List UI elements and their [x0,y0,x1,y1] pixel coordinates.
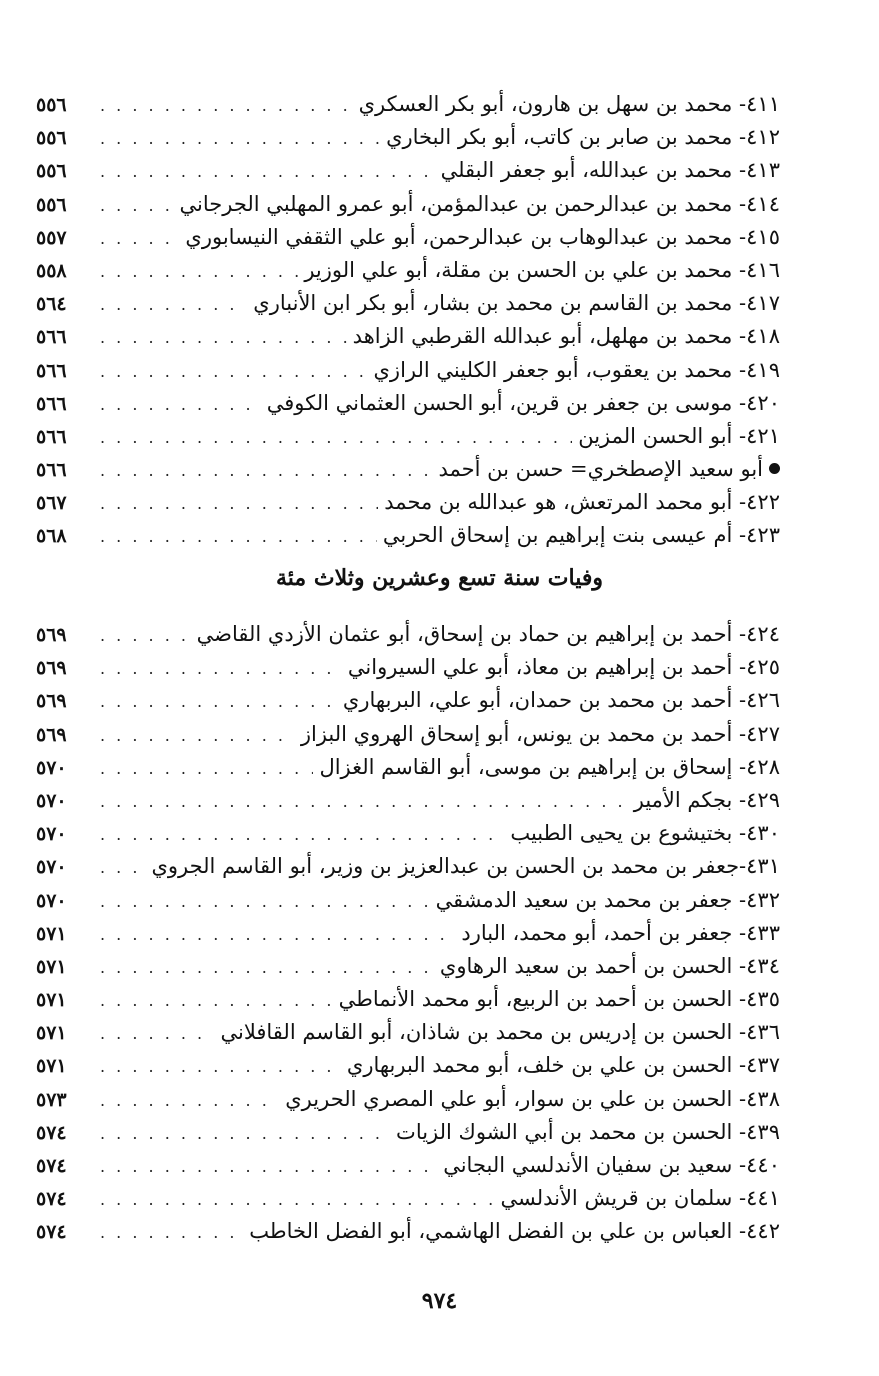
entry-title [634,784,780,817]
toc-entry [36,817,780,850]
dot-leader [100,222,179,255]
entry-page-number: ٥٧١ [36,1055,67,1078]
dot-leader [100,421,572,454]
dot-leader [100,355,367,388]
toc-entry [36,320,780,353]
entry-title [197,618,780,651]
entry-page-number: ٥٥٦ [36,193,67,216]
dot-leader [100,818,504,851]
dot-leader [100,487,378,520]
entry-text: ٤١٣- محمد بن عبدالله، أبو جعفر البقلي [440,158,780,183]
entry-title [180,188,780,221]
entry-text: ٤٤١- سلمان بن قريش الأندلسي [500,1186,780,1211]
entry-title [249,1215,780,1248]
entry-page-number: ٥٧٤ [36,1121,67,1144]
dot-leader [100,89,353,122]
dot-leader [100,951,434,984]
toc-entry [36,154,780,187]
page-number: ٩٧٤ [421,1288,458,1314]
entry-title [267,387,780,420]
toc-entry [36,917,780,950]
entry-page-number: ٥٧٠ [36,789,67,812]
entry-page-number: ٥٧٠ [36,756,67,779]
toc-entry [36,1149,780,1182]
entry-text: ٤٢١- أبو الحسن المزين [578,423,780,448]
entry-text: ٤٣٨- الحسن بن علي بن سوار، أبو علي المصري الحريري [285,1086,780,1111]
entry-page-number: ٥٧١ [36,955,67,978]
entry-page-number: ٥٧٤ [36,1221,67,1244]
dot-leader [100,1117,390,1150]
entries-list-part-1 [36,88,780,553]
entry-page-number: ٥٥٦ [36,94,67,116]
entry-title [510,817,780,850]
entry-page-number: ٥٧٣ [36,1088,67,1111]
toc-entry [36,387,780,420]
entry-page-number: ٥٧٠ [36,823,67,846]
bullet-icon [769,463,780,474]
entry-text: ٤٣٠- بختيشوع بن يحيى الطبيب [510,821,780,846]
dot-leader [100,1183,494,1216]
entry-title [253,287,780,320]
entry-text: ٤٣٤- الحسن بن أحمد بن سعيد الرهاوي [439,953,780,978]
dot-leader [100,885,430,918]
toc-entry [36,751,780,784]
dot-leader [100,321,347,354]
entry-page-number: ٥٦٧ [36,492,67,515]
entry-page-number: ٥٦٩ [36,657,67,680]
dot-leader [100,155,435,188]
dot-leader [100,918,455,951]
entry-title [347,1049,780,1082]
entry-text: ٤٢٥- أحمد بن إبراهيم بن معاذ، أبو علي السيرواني [347,655,780,680]
entry-title [220,1016,780,1049]
entry-page-number: ٥٦٩ [36,690,67,713]
dot-leader [100,520,377,553]
entry-title [396,1116,780,1149]
entry-text: ٤١٢- محمد بن صابر بن كاتب، أبو بكر البخاري [386,125,780,150]
toc-entry [36,1016,780,1049]
toc-entry [36,420,780,453]
entry-page-number: ٥٧٤ [36,1188,67,1211]
dot-leader [100,652,342,685]
entry-text: ٤٣٧- الحسن بن علي بن خلف، أبو محمد البربهاري [346,1053,780,1078]
entry-page-number: ٥٥٦ [36,127,67,150]
entry-page-number: ٥٥٧ [36,226,67,249]
entry-page-number: ٥٧٠ [36,856,67,879]
dot-leader [100,752,313,785]
entry-page-number: ٥٦٩ [36,723,67,746]
entry-text: ٤٣٩- الحسن بن محمد بن أبي الشوك الزيات [396,1119,780,1144]
entry-title [359,88,780,121]
entry-title [440,950,780,983]
entries-list-part-2 [36,618,780,1249]
toc-entry [36,618,780,651]
entry-title [304,254,780,287]
entry-title [373,354,780,387]
entry-title [319,751,780,784]
dot-leader [100,454,432,487]
toc-entry [36,121,780,154]
entry-text: ٤٢٨- إسحاق بن إبراهيم بن موسى، أبو القاسم الغزال [319,754,780,779]
dot-leader [100,122,380,155]
toc-entry [36,221,780,254]
entry-title [353,320,780,353]
entry-page-number: ٥٦٦ [36,392,67,415]
entry-text: أبو سعيد الإصطخري= حسن بن أحمد [438,457,763,482]
entry-text: ٤١١- محمد بن سهل بن هارون، أبو بكر العسكري [358,92,780,116]
entry-text: ٤٢٧- أحمد بن محمد بن يونس، أبو إسحاق الهروي البزاز [300,721,780,746]
entry-text: ٤٤٢- العباس بن علي بن الفضل الهاشمي، أبو الفضل الخاطب [249,1219,780,1244]
dot-leader [100,851,145,884]
entry-text: ٤٢٠- موسى بن جعفر بن قرين، أبو الحسن العثماني الكوفي [266,390,780,415]
entry-text: ٤٢٢- أبو محمد المرتعش، هو عبدالله بن محمد [384,490,780,515]
entry-text: ٤٣١-جعفر بن محمد بن الحسن بن عبدالعزيز بن وزير، أبو القاسم الجروي [151,854,780,879]
entry-text: ٤٣٣- جعفر بن أحمد، أبو محمد، البارد [461,920,780,945]
entry-title [441,154,780,187]
toc-entry [36,287,780,320]
entry-text: ٤٢٣- أم عيسى بنت إبراهيم بن إسحاق الحربي [382,523,780,548]
dot-leader [100,1084,279,1117]
toc-entry [36,88,780,121]
entry-page-number: ٥٦٩ [36,624,67,646]
entry-text: ٤٢٤- أحمد بن إبراهيم بن حماد بن إسحاق، أبو عثمان الأزدي القاضي [196,622,780,646]
dot-leader [100,388,261,421]
entry-title [348,651,780,684]
toc-entry [36,354,780,387]
entry-title [339,983,780,1016]
entry-title [443,1149,780,1182]
entry-page-number: ٥٦٤ [36,293,67,316]
toc-entry [36,1215,780,1248]
entry-page-number: ٥٦٦ [36,459,67,482]
entry-page-number: ٥٧٠ [36,889,67,912]
dot-leader [100,619,191,652]
toc-entry [36,486,780,519]
dot-leader [100,1150,437,1183]
toc-entry [36,718,780,751]
dot-leader [100,1216,243,1249]
entry-text: ٤١٩- محمد بن يعقوب، أبو جعفر الكليني الرازي [373,357,780,382]
entry-page-number: ٥٧٤ [36,1155,67,1177]
entry-text: ٤١٦- محمد بن علي بن الحسن بن مقلة، أبو علي الوزير [304,257,780,282]
entry-title [578,420,780,453]
entry-title [461,917,780,950]
toc-entry [36,784,780,817]
entry-text: ٤٢٦- أحمد بن محمد بن حمدان، أبو علي، البربهاري [342,688,780,713]
entry-text: ٤٢٩- بجكم الأمير [633,787,780,812]
toc-entry [36,1116,780,1149]
dot-leader [100,719,295,752]
toc-entry [36,453,780,486]
dot-leader [100,288,247,321]
entry-title [500,1182,780,1215]
entry-page-number: ٥٧١ [36,922,67,945]
entry-title [384,486,780,519]
toc-entry [36,950,780,983]
entry-text: ٤١٧- محمد بن القاسم بن محمد بن بشار، أبو بكر ابن الأنباري [253,291,780,316]
entry-text: ٤٤٠- سعيد بن سفيان الأندلسي البجاني [443,1153,780,1177]
toc-entry [36,519,780,552]
entry-text: ٤٣٦- الحسن بن إدريس بن محمد بن شاذان، أبو القاسم القافلاني [220,1020,780,1045]
dot-leader [100,255,298,288]
entry-text: ٤١٨- محمد بن مهلهل، أبو عبدالله القرطبي الزاهد [352,324,780,349]
dot-leader [100,1050,341,1083]
toc-entry [36,983,780,1016]
entry-title [436,884,780,917]
entry-page-number: ٥٦٦ [36,425,67,448]
entry-page-number: ٥٦٨ [36,525,67,548]
entry-text: ٤٣٥- الحسن بن أحمد بن الربيع، أبو محمد الأنماطي [338,987,780,1012]
entry-title [383,519,780,552]
toc-entry [36,1049,780,1082]
toc-entry [36,188,780,221]
dot-leader [100,685,337,718]
dot-leader [100,785,628,818]
toc-entry [36,1182,780,1215]
toc-entry [36,850,780,883]
toc-entry [36,651,780,684]
entry-title [185,221,780,254]
entry-page-number: ٥٥٦ [36,160,67,183]
entry-title [386,121,780,154]
dot-leader [100,1017,214,1050]
entry-page-number: ٥٧١ [36,1022,67,1045]
entry-title [285,1083,780,1116]
entry-page-number: ٥٦٦ [36,326,67,349]
toc-entry [36,884,780,917]
toc-entry [36,1083,780,1116]
entry-title [438,453,780,486]
entry-page-number: ٥٥٨ [36,259,67,282]
entry-page-number: ٥٧١ [36,989,67,1012]
entry-text: ٤١٥- محمد بن عبدالوهاب بن عبدالرحمن، أبو علي الثقفي النيسابوري [185,224,780,249]
entry-text: ٤٣٢- جعفر بن محمد بن سعيد الدمشقي [435,887,780,912]
entry-title [151,850,780,883]
toc-entry [36,254,780,287]
section-heading: وفيات سنة تسع وعشرين وثلاث مئة [275,565,603,591]
entry-title [343,684,780,717]
toc-entry [36,684,780,717]
entry-page-number: ٥٦٦ [36,359,67,382]
entry-title [301,718,780,751]
entry-text: ٤١٤- محمد بن عبدالرحمن بن عبدالمؤمن، أبو عمرو المهلبي الجرجاني [179,191,780,216]
dot-leader [100,984,333,1017]
dot-leader [100,189,174,222]
